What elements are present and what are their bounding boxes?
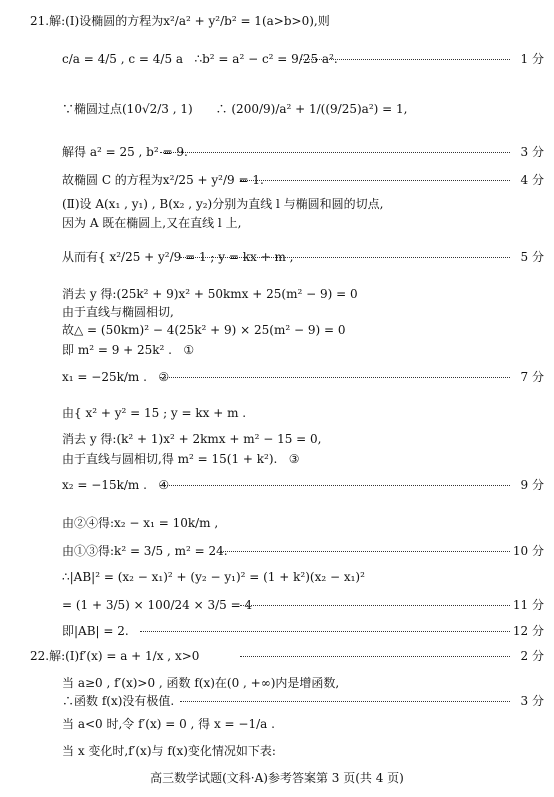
score-mark: 2 分 (520, 649, 544, 663)
dot-leader (160, 485, 510, 486)
line-text: c/a = 4/5 , c = 4/5 a ∴b² = a² − c² = 9/25 a². (62, 52, 338, 66)
line-text: 消去 y 得:(25k² + 9)x² + 50kmx + 25(m² − 9) = 0 (62, 287, 358, 301)
line-text: 当 x 变化时,f′(x)与 f(x)变化情况如下表: (62, 744, 276, 758)
line-text: 即|AB| = 2. (62, 624, 129, 638)
solution-line (0, 566, 554, 588)
dot-leader (180, 701, 510, 702)
solution-line (0, 339, 554, 361)
dot-leader (160, 152, 510, 153)
solution-line (0, 169, 554, 191)
line-text: 由①③得:k² = 3/5 , m² = 24. (62, 544, 228, 558)
solution-line (0, 10, 554, 32)
score-mark: 12 分 (512, 624, 544, 638)
score-mark: 7 分 (520, 370, 544, 384)
dot-leader (180, 257, 510, 258)
line-text: ∴函数 f(x)没有极值. (62, 694, 175, 708)
score-mark: 5 分 (520, 250, 544, 264)
line-text: 由{ x² + y² = 15 ; y = kx + m . (62, 406, 247, 420)
line-text: ∵椭圆过点(10√2/3 , 1) ∴ (200/9)/a² + 1/((9/25)a²) = 1, (62, 102, 408, 116)
score-mark: 3 分 (520, 694, 544, 708)
solution-line (0, 428, 554, 450)
line-text: 解得 a² = 25 , b² = 9. (62, 145, 188, 159)
line-text: 由②④得:x₂ − x₁ = 10k/m , (62, 516, 219, 530)
solution-line (0, 713, 554, 735)
solution-line (0, 474, 554, 496)
dot-leader (140, 631, 510, 632)
solution-line (0, 690, 554, 712)
line-text: 故△ = (50km)² − 4(25k² + 9) × 25(m² − 9) = 0 (62, 323, 346, 337)
score-mark: 10 分 (512, 544, 544, 558)
score-mark: 9 分 (520, 478, 544, 492)
line-text: 消去 y 得:(k² + 1)x² + 2kmx + m² − 15 = 0, (62, 432, 322, 446)
solution-line (0, 620, 554, 642)
solution-line (0, 212, 554, 234)
line-text: = (1 + 3/5) × 100/24 × 3/5 = 4 (62, 598, 253, 612)
solution-line (0, 512, 554, 534)
dot-leader (240, 605, 510, 606)
line-text: x₁ = −25k/m . ② (62, 370, 170, 384)
solution-line (0, 402, 554, 424)
line-text: 即 m² = 9 + 25k² . ① (62, 343, 195, 357)
line-text: 因为 A 既在椭圆上,又在直线 l 上, (62, 216, 242, 230)
line-text: 21.解:(Ⅰ)设椭圆的方程为x²/a² + y²/b² = 1(a>b>0),则 (30, 14, 330, 28)
line-text: (Ⅱ)设 A(x₁ , y₁) , B(x₂ , y₂)分别为直线 l 与椭圆和圆的切点, (62, 197, 384, 211)
line-text: 由于直线与圆相切,得 m² = 15(1 + k²). ③ (62, 452, 300, 466)
solution-line (0, 98, 554, 120)
line-text: 22.解:(Ⅰ)f′(x) = a + 1/x , x>0 (30, 649, 200, 663)
dot-leader (240, 180, 510, 181)
solution-line (0, 141, 554, 163)
line-text: 当 a<0 时,令 f′(x) = 0 , 得 x = −1/a . (62, 717, 275, 731)
score-mark: 11 分 (512, 598, 544, 612)
solution-line (0, 246, 554, 268)
dot-leader (220, 551, 510, 552)
score-mark: 3 分 (520, 145, 544, 159)
solution-line (0, 594, 554, 616)
page-footer: 高三数学试题(文科·A)参考答案第 3 页(共 4 页) (150, 771, 404, 785)
dot-leader (160, 377, 510, 378)
line-text: ∴|AB|² = (x₂ − x₁)² + (y₂ − y₁)² = (1 + k²)(x₂ − x₁)² (62, 570, 365, 584)
line-text: x₂ = −15k/m . ④ (62, 478, 170, 492)
dot-leader (240, 656, 510, 657)
solution-line (0, 366, 554, 388)
line-text: 故椭圆 C 的方程为x²/25 + y²/9 = 1. (62, 173, 264, 187)
solution-line (0, 319, 554, 341)
line-text: 由于直线与椭圆相切, (62, 305, 174, 319)
line-text: 从而有{ x²/25 + y²/9 = 1 ; y = kx + m , (62, 250, 294, 264)
score-mark: 4 分 (520, 173, 544, 187)
solution-line (0, 740, 554, 762)
solution-line (0, 448, 554, 470)
solution-line (0, 540, 554, 562)
score-mark: 1 分 (520, 52, 544, 66)
solution-line (0, 48, 554, 70)
dot-leader (300, 59, 510, 60)
solution-line (0, 645, 554, 667)
line-text: 当 a≥0 , f′(x)>0 , 函数 f(x)在(0 , +∞)内是增函数, (62, 676, 340, 690)
